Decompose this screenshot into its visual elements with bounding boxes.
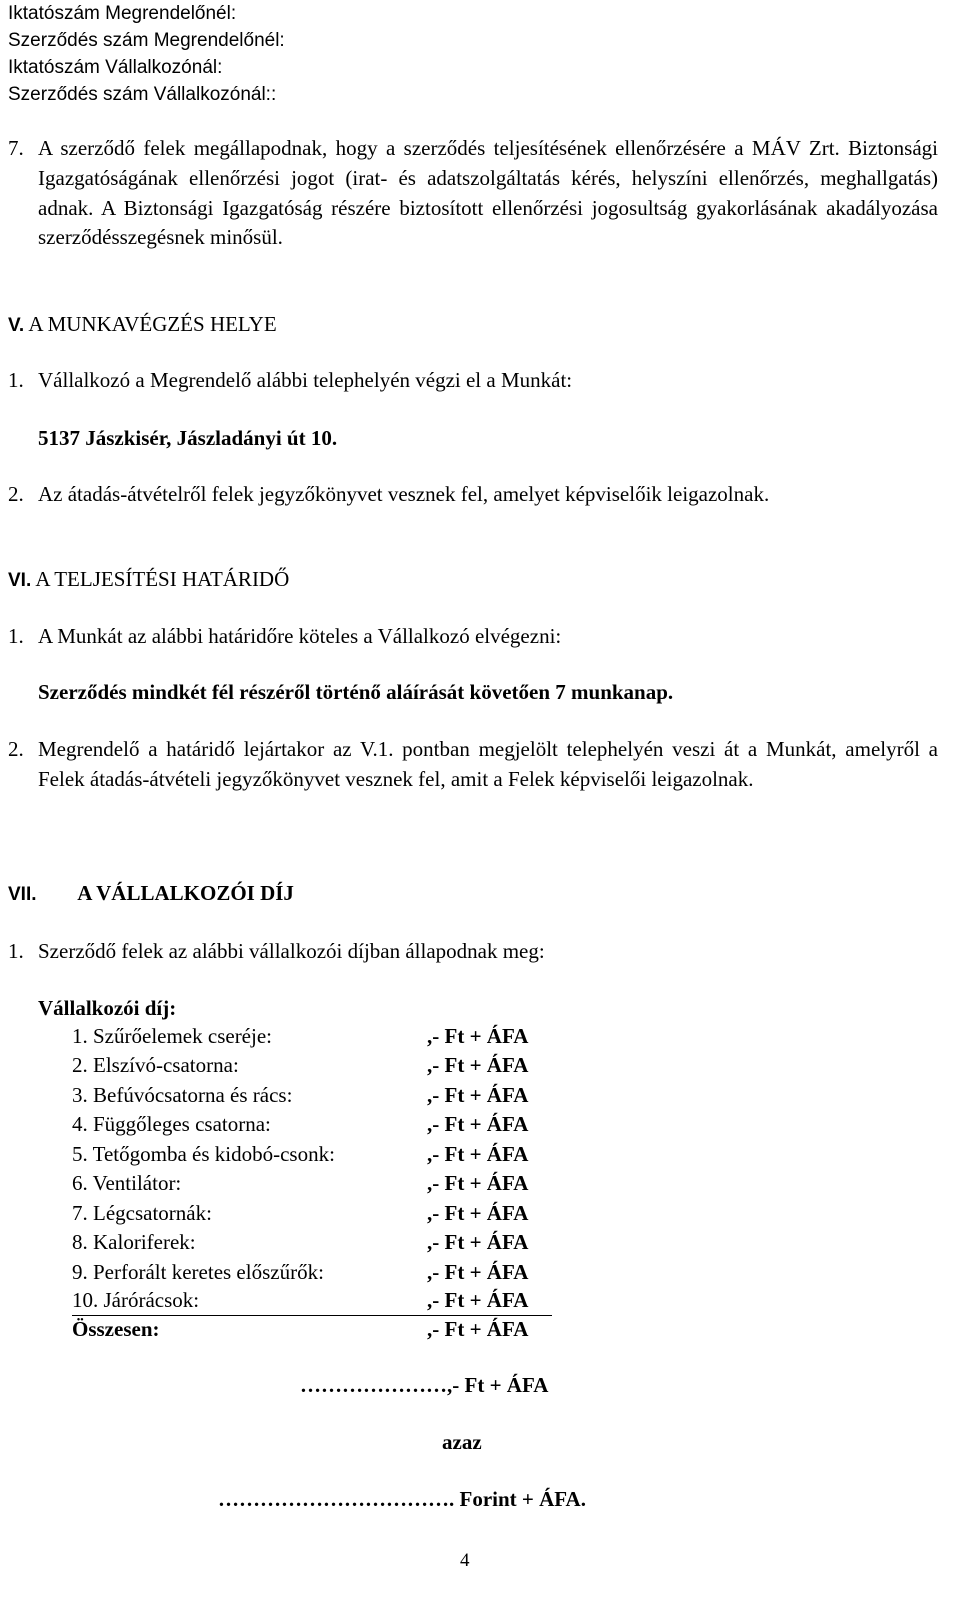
fee-item-label: 6. Ventilátor: bbox=[72, 1171, 182, 1196]
fee-item-price: ,- Ft + ÁFA bbox=[427, 1288, 529, 1313]
fee-row bbox=[72, 1258, 552, 1288]
section-heading-vii bbox=[8, 879, 294, 909]
fee-item-label: 1. Szűrőelemek cseréje: bbox=[72, 1023, 272, 1048]
fee-row bbox=[72, 1170, 552, 1200]
header-line-3: Iktatószám Vállalkozónál: bbox=[8, 57, 223, 78]
fee-row bbox=[72, 1229, 552, 1259]
paragraph-text: A szerződő felek megállapodnak, hogy a szerződés teljesítésének ellenőrzésére a MÁV Zrt. Biztonsági Igazgatóságának ellenőrzési jogot (irat- és adatszolgáltatás kérés, helyszíni ellenőrzés, meghallgatás) adnak. A Biztonsági Igazgatóság részére biztosított ellenőrzési jogosultság gyakorlásának akadályozása szerződésszegésnek minősül. bbox=[38, 136, 938, 250]
fee-item-price: ,- Ft + ÁFA bbox=[427, 1200, 529, 1225]
fee-item-label: 5. Tetőgomba és kidobó-csonk: bbox=[72, 1141, 335, 1166]
deadline-text: Szerződés mindkét fél részéről történő aláírását követően 7 munkanap. bbox=[38, 680, 674, 704]
fee-item-label: 9. Perforált keretes előszűrők: bbox=[72, 1259, 324, 1284]
section-heading-v bbox=[8, 310, 277, 340]
section-heading-vi bbox=[8, 565, 289, 595]
work-address: 5137 Jászkisér, Jászladányi út 10. bbox=[38, 426, 338, 450]
paragraph-vi-2 bbox=[8, 735, 938, 795]
header-line-4: Szerződés szám Vállalkozónál:: bbox=[8, 84, 277, 105]
paragraph-number: 1. bbox=[8, 624, 24, 648]
fee-row bbox=[72, 1022, 552, 1052]
section-title: A TELJESÍTÉSI HATÁRIDŐ bbox=[35, 567, 290, 591]
paragraph-number: 7. bbox=[8, 136, 24, 160]
fee-sum-line: …………………,- Ft + ÁFA bbox=[300, 1373, 549, 1397]
paragraph-text: Az átadás-átvételről felek jegyzőkönyvet vesznek fel, amelyet képviselőik leigazolnak. bbox=[38, 482, 770, 506]
fee-row bbox=[72, 1081, 552, 1111]
paragraph-number: 2. bbox=[8, 737, 24, 761]
fee-list bbox=[72, 1022, 552, 1345]
fee-total-price: ,- Ft + ÁFA bbox=[427, 1317, 529, 1342]
fee-item-price: ,- Ft + ÁFA bbox=[427, 1053, 529, 1078]
fee-row bbox=[72, 1199, 552, 1229]
fee-item-label: 10. Járórácsok: bbox=[72, 1288, 200, 1313]
fee-item-price: ,- Ft + ÁFA bbox=[427, 1141, 529, 1166]
section-roman-numeral: VII. bbox=[8, 884, 37, 905]
paragraph-iv-7 bbox=[8, 134, 938, 253]
header-line-2: Szerződés szám Megrendelőnél: bbox=[8, 30, 285, 51]
fee-row bbox=[72, 1111, 552, 1141]
paragraph-text: A Munkát az alábbi határidőre köteles a Vállalkozó elvégezni: bbox=[38, 624, 562, 648]
fee-item-price: ,- Ft + ÁFA bbox=[427, 1023, 529, 1048]
fee-row bbox=[72, 1140, 552, 1170]
paragraph-number: 1. bbox=[8, 368, 24, 392]
paragraph-text: Megrendelő a határidő lejártakor az V.1. pontban megjelölt telephelyén veszi át a Munkát, amelyről a Felek átadás-átvételi jegyzőkönyvet vesznek fel, amit a Felek képviselői leigazolnak. bbox=[38, 737, 938, 791]
fee-total-row bbox=[72, 1316, 552, 1346]
fee-row bbox=[72, 1288, 552, 1316]
fee-title: Vállalkozói díj: bbox=[38, 996, 177, 1020]
section-title: A VÁLLALKOZÓI DÍJ bbox=[77, 881, 294, 905]
paragraph-number: 2. bbox=[8, 482, 24, 506]
fee-item-label: 7. Légcsatornák: bbox=[72, 1200, 212, 1225]
paragraph-v-2 bbox=[8, 480, 938, 510]
paragraph-v-1 bbox=[8, 366, 938, 396]
azaz-label: azaz bbox=[442, 1430, 482, 1454]
paragraph-vii-1 bbox=[8, 937, 938, 967]
paragraph-vi-1 bbox=[8, 622, 938, 652]
section-title: A MUNKAVÉGZÉS HELYE bbox=[28, 312, 277, 336]
paragraph-text: Vállalkozó a Megrendelő alábbi telephelyén végzi el a Munkát: bbox=[38, 368, 573, 392]
fee-item-label: 8. Kaloriferek: bbox=[72, 1230, 196, 1255]
section-roman-numeral: V. bbox=[8, 315, 25, 336]
fee-total-label: Összesen: bbox=[72, 1317, 160, 1342]
fee-row bbox=[72, 1052, 552, 1082]
fee-item-price: ,- Ft + ÁFA bbox=[427, 1112, 529, 1137]
fee-in-words-line: ……………………………. Forint + ÁFA. bbox=[218, 1487, 586, 1511]
paragraph-number: 1. bbox=[8, 939, 24, 963]
page-number: 4 bbox=[460, 1550, 470, 1571]
section-roman-numeral: VI. bbox=[8, 570, 32, 591]
fee-item-label: 2. Elszívó-csatorna: bbox=[72, 1053, 239, 1078]
fee-item-label: 3. Befúvócsatorna és rács: bbox=[72, 1082, 293, 1107]
paragraph-text: Szerződő felek az alábbi vállalkozói díjban állapodnak meg: bbox=[38, 939, 545, 963]
fee-item-price: ,- Ft + ÁFA bbox=[427, 1230, 529, 1255]
header-line-1: Iktatószám Megrendelőnél: bbox=[8, 3, 237, 24]
fee-item-price: ,- Ft + ÁFA bbox=[427, 1171, 529, 1196]
fee-item-price: ,- Ft + ÁFA bbox=[427, 1259, 529, 1284]
fee-item-label: 4. Függőleges csatorna: bbox=[72, 1112, 271, 1137]
header-block bbox=[8, 0, 285, 108]
fee-item-price: ,- Ft + ÁFA bbox=[427, 1082, 529, 1107]
